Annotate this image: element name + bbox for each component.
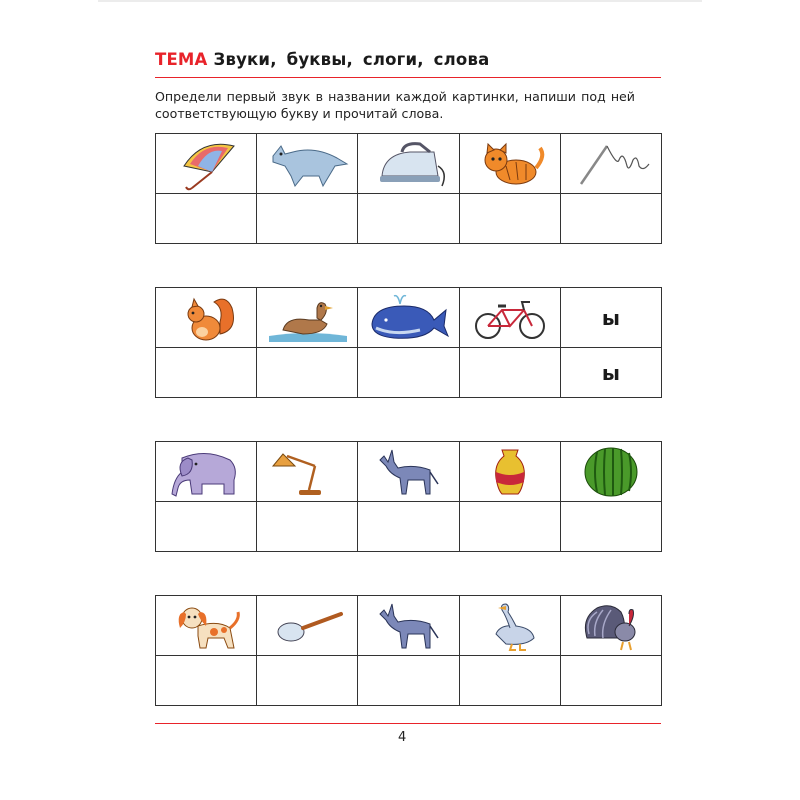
- answer-cell[interactable]: [257, 502, 358, 552]
- picture-cell: [358, 134, 459, 194]
- answer-cell[interactable]: [460, 194, 561, 244]
- answer-cell[interactable]: [257, 194, 358, 244]
- picture-cell: [460, 288, 561, 348]
- whale-icon: [364, 290, 452, 346]
- page-number: 4: [398, 730, 407, 745]
- picture-cell: [358, 288, 459, 348]
- picture-cell: [257, 288, 358, 348]
- answer-cell[interactable]: [460, 656, 561, 706]
- answer-cell[interactable]: [156, 348, 257, 398]
- picture-cell: [561, 134, 662, 194]
- answer-cell[interactable]: [460, 502, 561, 552]
- answer-cell[interactable]: [358, 502, 459, 552]
- watermelon-icon: [567, 444, 655, 500]
- picture-cell: [358, 442, 459, 502]
- umbrella-icon: [162, 136, 250, 192]
- picture-cell: [460, 596, 561, 656]
- page-title: [155, 50, 489, 69]
- answer-cell[interactable]: [561, 502, 662, 552]
- answer-cell[interactable]: [156, 194, 257, 244]
- picture-cell: [156, 134, 257, 194]
- task-instruction: Определи первый звук в названии каждой картинки, напиши под ней соответствующую букву и прочитай слова.: [155, 89, 635, 121]
- answer-cell[interactable]: [257, 348, 358, 398]
- answer-cell[interactable]: [358, 348, 459, 398]
- picture-cell: [358, 596, 459, 656]
- answer-cell[interactable]: [561, 656, 662, 706]
- answer-cell[interactable]: [358, 194, 459, 244]
- exercise-table-3: [155, 441, 662, 552]
- iron-icon: [364, 136, 452, 192]
- vase-icon: [466, 444, 554, 500]
- tema-label: ТЕМА: [155, 50, 208, 69]
- bicycle-icon: [466, 290, 554, 346]
- title-underline: [155, 77, 661, 78]
- answer-cell[interactable]: [358, 656, 459, 706]
- cat-icon: [466, 136, 554, 192]
- wolf-icon: [263, 136, 351, 192]
- picture-cell: [257, 442, 358, 502]
- exercise-table-1: [155, 133, 662, 244]
- exercise-table-2: [155, 287, 662, 398]
- page-top-edge: [98, 0, 702, 2]
- picture-cell: [460, 442, 561, 502]
- spoon-icon: [263, 598, 351, 654]
- given-letter: ы: [601, 305, 620, 330]
- title-text: Звуки, буквы, слоги, слова: [213, 50, 490, 69]
- picture-cell: [561, 596, 662, 656]
- answer-cell[interactable]: [156, 656, 257, 706]
- lamp-icon: [263, 444, 351, 500]
- picture-cell: [156, 442, 257, 502]
- squirrel-icon: [162, 290, 250, 346]
- answer-cell-filled: [561, 348, 662, 398]
- needle-thread-icon: [567, 136, 655, 192]
- goose-icon: [466, 598, 554, 654]
- letter-cell: [561, 288, 662, 348]
- answer-cell[interactable]: [561, 194, 662, 244]
- picture-cell: [257, 596, 358, 656]
- turkey-icon: [567, 598, 655, 654]
- duck-icon: [263, 290, 351, 346]
- donkey-icon: [364, 598, 452, 654]
- answer-cell[interactable]: [460, 348, 561, 398]
- picture-cell: [257, 134, 358, 194]
- dog-icon: [162, 598, 250, 654]
- answer-cell[interactable]: [156, 502, 257, 552]
- donkey-icon: [364, 444, 452, 500]
- given-letter: ы: [601, 360, 620, 385]
- answer-cell[interactable]: [257, 656, 358, 706]
- elephant-icon: [162, 444, 250, 500]
- picture-cell: [156, 596, 257, 656]
- picture-cell: [156, 288, 257, 348]
- exercise-table-4: [155, 595, 662, 706]
- picture-cell: [460, 134, 561, 194]
- picture-cell: [561, 442, 662, 502]
- footer-rule: [155, 723, 661, 724]
